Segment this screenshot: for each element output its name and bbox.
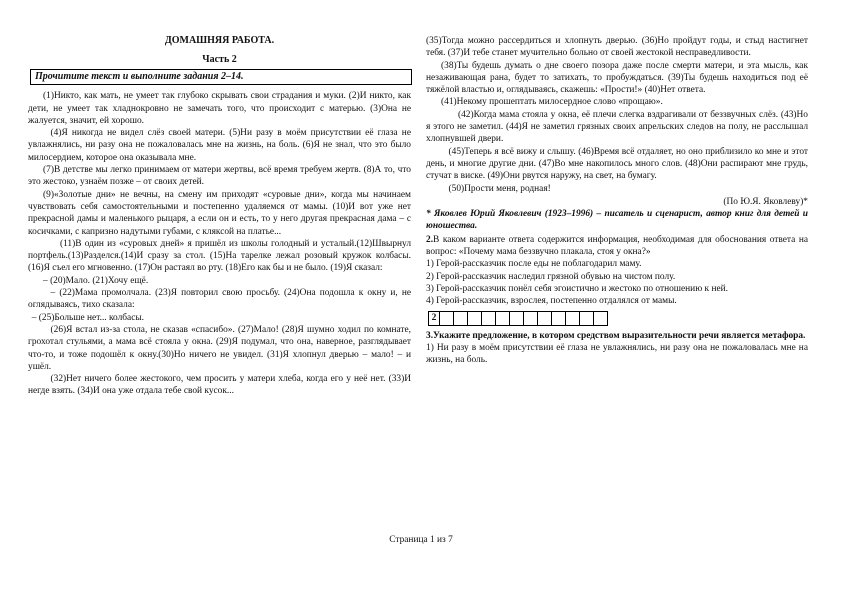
part-label: Часть 2	[202, 54, 237, 65]
dialogue-line: – (25)Больше нет... колбасы.	[31, 312, 145, 323]
answer-cell[interactable]	[565, 311, 580, 326]
page-footer: Страница 1 из 7	[389, 535, 453, 545]
author-note-name: * Яковлев Юрий Яковлевич (1923–1996)	[426, 209, 594, 220]
text-paragraph: (7)В детстве мы легко принимаем от матери жертвы, всё время требуем жертв. (8)А то, что это жестоко, узнаём позже – от своих детей.	[28, 165, 411, 188]
text-paragraph: (4)Я никогда не видел слёз своей матери. (5)Ни разу в моём присутствии её глаза не увлажнялись, ни разу она не пожаловалась мне на жизнь, на боль. (6)Я не знал, что это было милосердием, которое она оказывала мне.	[28, 128, 411, 163]
answer-cell[interactable]	[523, 311, 538, 326]
question-2-option: 1) Герой-рассказчик после еды не поблагодарил маму.	[426, 259, 642, 270]
author-attribution: (По Ю.Я. Яковлеву)*	[723, 196, 808, 207]
answer-cell[interactable]	[453, 311, 468, 326]
question-2	[426, 234, 808, 259]
dialogue-line: – (22)Мама промолчала. (23)Я повторил свою просьбу. (24)Она подошла к окну и, не оглядываясь, тихо сказала:	[28, 288, 411, 311]
text-paragraph: (1)Никто, как мать, не умеет так глубоко скрывать свои страдания и муки. (2)И никто, как дети, не умеет так хладнокровно не замечать того, что происходит с матерью. (3)Она не жалуется, значит, ей хорошо.	[28, 91, 411, 126]
text-paragraph: (38)Ты будешь думать о дне своего позора даже после смерти матери, и эта мысль, как незаживающая рана, будет то затихать, то пробуждаться. (39)Ты будешь находиться под её тяжёлой властью и, оглядываясь, скажешь: «Прости!» (40)Нет ответа.	[426, 60, 808, 96]
right-column	[426, 0, 808, 366]
text-paragraph: (26)Я встал из-за стола, не сказав «спасибо». (27)Мало! (28)Я шумно ходил по комнате, грохотал стульями, а мама всё стояла у окна. (29)Я подумал, что она, наверное, разглядывает что-то, и тоже подошёл к окну.(30)Но ничего не увидел. (31)Я хлопнул дверью – мало! – и ушёл.	[28, 324, 411, 372]
question-2-number: 2.	[426, 234, 434, 245]
page-title: ДОМАШНЯЯ РАБОТА.	[164, 35, 275, 46]
answer-cell[interactable]	[537, 311, 552, 326]
answer-grid[interactable]	[428, 311, 808, 326]
question-3-text: Укажите предложение, в котором средством выразительности речи является метафора.	[433, 330, 806, 341]
dialogue-line: – (20)Мало. (21)Хочу ещё.	[43, 275, 149, 286]
answer-cell[interactable]	[593, 311, 608, 326]
question-3	[426, 330, 808, 342]
text-paragraph: (45)Теперь я всё вижу и слышу. (46)Время всё отдаляет, но оно приблизило ко мне и этот день, и многие другие дни. (47)Во мне накопилось много слов. (48)Они распирают мне грудь, стучат в виске. (49)Они рвутся наружу, на свет, на бумагу.	[426, 146, 808, 182]
task-instruction-box: Прочитите текст и выполните задания 2–14.	[30, 69, 412, 85]
answer-cell[interactable]	[579, 311, 594, 326]
answer-cell[interactable]	[439, 311, 454, 326]
author-note-rest: – писатель и сценарист, автор книг для детей и юношества.	[426, 209, 808, 232]
question-2-option: 4) Герой-рассказчик, взрослея, постепенно отдалялся от мамы.	[426, 296, 677, 307]
answer-cell[interactable]	[481, 311, 496, 326]
answer-cell[interactable]	[467, 311, 482, 326]
answer-cell[interactable]	[509, 311, 524, 326]
text-paragraph: (35)Тогда можно рассердиться и хлопнуть дверью. (36)Но пройдут годы, и стыд настигнет тебя. (37)И тебе станет мучительно больно от своей жестокой несправедливости.	[426, 36, 808, 59]
question-2-option: 3) Герой-рассказчик понёл себя эгоистично и жестоко по отношению к ней.	[426, 283, 728, 294]
text-paragraph: (41)Некому прошептать милосердное слово «прощаю».	[441, 97, 663, 108]
left-column	[28, 0, 411, 398]
question-2-text: В каком варианте ответа содержится информация, необходимая для обоснования ответа на вопрос: «Почему мама беззвучно плакала, стоя у окна?»	[426, 234, 808, 258]
answer-cell[interactable]	[495, 311, 510, 326]
author-note	[426, 208, 808, 233]
text-paragraph: (11)В один из «суровых дней» я пришёл из школы голодный и усталый.(12)Швырнул портфель.(13)Разделся.(14)И сразу за стол. (15)На тарелке лежал розовый кружок колбасы. (16)Я съел его мгновенно. (17)Он растаял во рту. (18)Его как бы и не было. (19)Я сказал:	[28, 238, 411, 274]
text-paragraph: (42)Когда мама стояла у окна, её плечи слегка вздрагивали от беззвучных слёз. (43)Но я этого не заметил. (44)Я не заметил грязных своих апрельских следов на полу, не расслышал хлопнувшей двери.	[426, 109, 808, 145]
question-3-option: 1) Ни разу в моём присутствии её глаза не увлажнялись, ни разу она не пожаловалась мне на жизнь, на боль.	[426, 342, 808, 366]
answer-cell[interactable]	[551, 311, 566, 326]
text-paragraph: (32)Нет ничего более жестокого, чем просить у матери хлеба, когда его у неё нет. (33)И негде взять. (34)И она уже отдала тебе свой кусок...	[28, 374, 411, 397]
text-paragraph: (50)Прости меня, родная!	[448, 183, 551, 194]
text-paragraph: (9)«Золотые дни» не вечны, на смену им приходят «суровые дни», когда мы начинаем чувствовать себя самостоятельными и постепенно удаляемся от мамы. (10)И вот уже нет прекрасной дамы и маленького рыцаря, а если он и есть, то у него другая прекрасная дама – с косичками, с капризно надутыми губами, с кляксой на платье...	[28, 189, 411, 237]
answer-grid-label: 2	[428, 311, 440, 326]
question-3-number: 3.	[426, 330, 434, 341]
question-2-option: 2) Герой-рассказчик наследил грязной обувью на чистом полу.	[426, 271, 676, 282]
